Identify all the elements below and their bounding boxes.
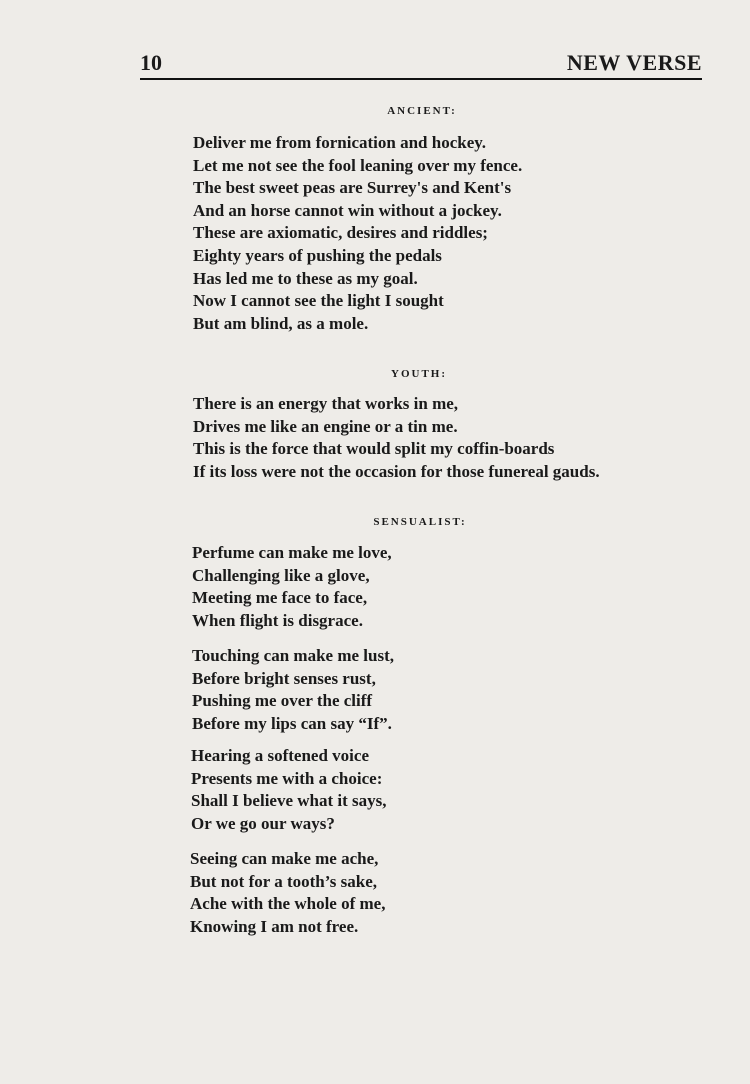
verse-line: Challenging like a glove, xyxy=(192,565,370,585)
verse-line: Before my lips can say “If”. xyxy=(192,713,392,733)
verse-line: Or we go our ways? xyxy=(191,813,335,833)
verse-line: When flight is disgrace. xyxy=(192,610,363,630)
verse-line: But am blind, as a mole. xyxy=(193,313,369,333)
verse-line: Presents me with a choice: xyxy=(191,768,383,788)
verse-line: But not for a tooth’s sake, xyxy=(190,871,378,891)
stanza-perfume xyxy=(192,542,392,632)
stanza-ancient xyxy=(193,132,522,335)
verse-line: Let me not see the fool leaning over my fence. xyxy=(193,155,523,175)
verse-line: The best sweet peas are Surrey's and Kent's xyxy=(193,178,512,198)
section-heading-ancient: ANCIENT: xyxy=(387,105,457,117)
stanza-youth xyxy=(193,393,600,483)
verse-line: If its loss were not the occasion for those funereal gauds. xyxy=(193,461,600,481)
verse-line: There is an energy that works in me, xyxy=(193,394,459,413)
verse-line: Perfume can make me love, xyxy=(192,543,392,562)
stanza-hearing xyxy=(191,745,387,835)
verse-line: Pushing me over the cliff xyxy=(192,691,373,711)
running-title: NEW VERSE xyxy=(566,50,702,75)
stanza-touching xyxy=(192,645,394,735)
verse-line: And an horse cannot win without a jockey. xyxy=(193,200,502,220)
verse-line: Before bright senses rust, xyxy=(192,668,376,688)
verse-line: Now I cannot see the light I sought xyxy=(193,291,444,311)
verse-line: Has led me to these as my goal. xyxy=(193,268,418,288)
verse-line: Eighty years of pushing the pedals xyxy=(193,245,442,265)
section-heading-youth: YOUTH: xyxy=(391,368,447,380)
verse-line: Drives me like an engine or a tin me. xyxy=(193,416,458,436)
section-heading-sensualist: SENSUALIST: xyxy=(373,516,467,528)
verse-line: Ache with the whole of me, xyxy=(190,894,386,914)
stanza-seeing xyxy=(190,848,385,938)
verse-line: Shall I believe what it says, xyxy=(191,791,387,811)
verse-line: Meeting me face to face, xyxy=(192,588,368,608)
verse-line: Hearing a softened voice xyxy=(191,746,369,765)
verse-line: Knowing I am not free. xyxy=(190,916,359,936)
verse-line: Deliver me from fornication and hockey. xyxy=(193,133,487,152)
verse-line: This is the force that would split my coffin-boards xyxy=(193,439,555,459)
verse-line: Touching can make me lust, xyxy=(192,646,394,665)
verse-line: Seeing can make me ache, xyxy=(190,849,379,868)
page-header xyxy=(140,50,702,80)
page-number: 10 xyxy=(140,50,162,75)
verse-line: These are axiomatic, desires and riddles; xyxy=(193,223,488,243)
